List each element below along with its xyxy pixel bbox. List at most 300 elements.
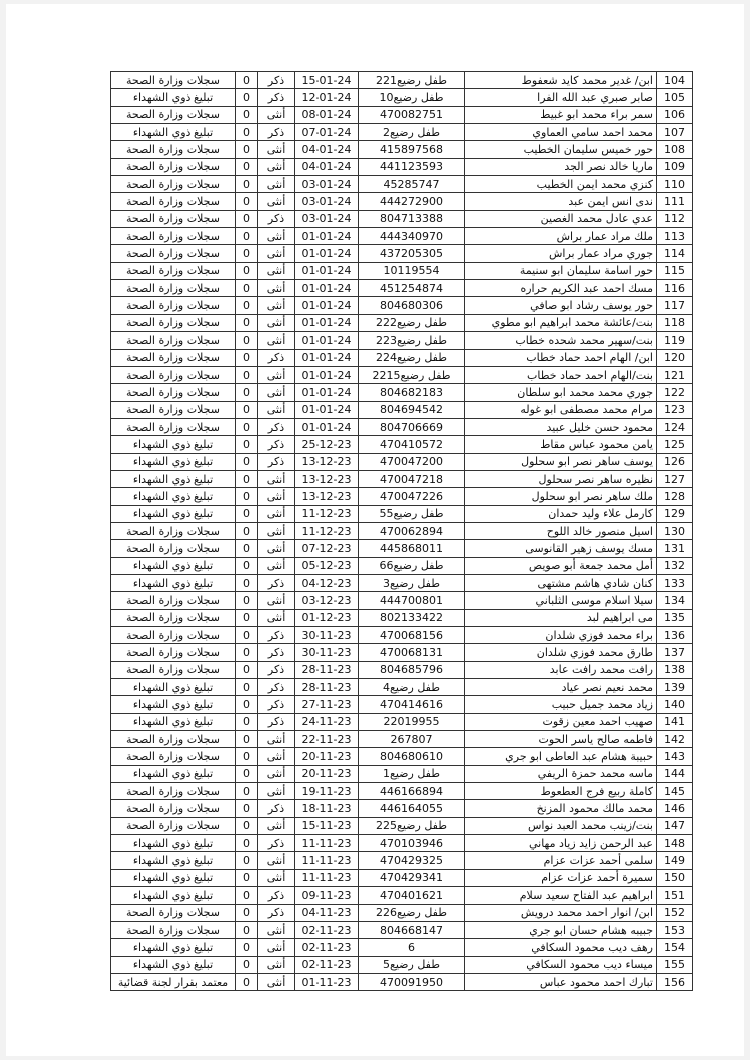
gender-cell: ذكر xyxy=(258,696,295,713)
count-cell: 0 xyxy=(236,418,258,435)
date-cell: 28-11-23 xyxy=(295,661,359,678)
count-cell: 0 xyxy=(236,627,258,644)
table-row xyxy=(111,592,693,609)
table-row xyxy=(111,366,693,383)
gender-cell: أنثى xyxy=(258,228,295,245)
date-cell: 02-11-23 xyxy=(295,939,359,956)
row-number-cell: 144 xyxy=(657,765,693,782)
name-cell: تبارك احمد محمود عباس xyxy=(465,973,657,990)
source-cell: تبليغ ذوي الشهداء xyxy=(111,557,236,574)
source-cell: تبليغ ذوي الشهداء xyxy=(111,453,236,470)
source-cell: سجلات وزارة الصحة xyxy=(111,609,236,626)
name-cell: سمر براء محمد ابو غبيط xyxy=(465,106,657,123)
count-cell: 0 xyxy=(236,731,258,748)
date-cell: 27-11-23 xyxy=(295,696,359,713)
row-number-cell: 104 xyxy=(657,72,693,89)
table-row xyxy=(111,557,693,574)
name-cell: ابن/ غدير محمد كايد شعفوط xyxy=(465,72,657,89)
row-number-cell: 111 xyxy=(657,193,693,210)
count-cell: 0 xyxy=(236,887,258,904)
gender-cell: أنثى xyxy=(258,262,295,279)
source-cell: تبليغ ذوي الشهداء xyxy=(111,835,236,852)
gender-cell: أنثى xyxy=(258,852,295,869)
table-row xyxy=(111,609,693,626)
source-cell: تبليغ ذوي الشهداء xyxy=(111,696,236,713)
gender-cell: أنثى xyxy=(258,748,295,765)
date-cell: 01-01-24 xyxy=(295,366,359,383)
id-cell: 470410572 xyxy=(359,436,465,453)
name-cell: جبيبه هشام حسان ابو جري xyxy=(465,921,657,938)
id-cell: 470429325 xyxy=(359,852,465,869)
count-cell: 0 xyxy=(236,574,258,591)
id-cell: 470401621 xyxy=(359,887,465,904)
date-cell: 01-01-24 xyxy=(295,349,359,366)
id-cell: 804682183 xyxy=(359,384,465,401)
date-cell: 28-11-23 xyxy=(295,679,359,696)
count-cell: 0 xyxy=(236,384,258,401)
table-row xyxy=(111,124,693,141)
count-cell: 0 xyxy=(236,956,258,973)
table-row xyxy=(111,522,693,539)
gender-cell: أنثى xyxy=(258,176,295,193)
id-cell: طفل رضيع2 xyxy=(359,124,465,141)
gender-cell: ذكر xyxy=(258,644,295,661)
date-cell: 25-12-23 xyxy=(295,436,359,453)
count-cell: 0 xyxy=(236,262,258,279)
date-cell: 12-01-24 xyxy=(295,89,359,106)
gender-cell: أنثى xyxy=(258,731,295,748)
row-number-cell: 142 xyxy=(657,731,693,748)
date-cell: 01-01-24 xyxy=(295,262,359,279)
table-row xyxy=(111,470,693,487)
name-cell: ابراهيم عبد الفتاح سعيد سلام xyxy=(465,887,657,904)
gender-cell: أنثى xyxy=(258,956,295,973)
date-cell: 03-01-24 xyxy=(295,193,359,210)
id-cell: 470103946 xyxy=(359,835,465,852)
table-row xyxy=(111,505,693,522)
table-row xyxy=(111,297,693,314)
name-cell: يوسف ساهر نصر ابو سحلول xyxy=(465,453,657,470)
count-cell: 0 xyxy=(236,297,258,314)
name-cell: بنت/عائشة محمد ابراهيم ابو مطوي xyxy=(465,314,657,331)
name-cell: كاملة ربيع فرج العطعوط xyxy=(465,783,657,800)
source-cell: سجلات وزارة الصحة xyxy=(111,262,236,279)
count-cell: 0 xyxy=(236,176,258,193)
date-cell: 13-12-23 xyxy=(295,470,359,487)
date-cell: 04-01-24 xyxy=(295,158,359,175)
id-cell: 470082751 xyxy=(359,106,465,123)
id-cell: 470062894 xyxy=(359,522,465,539)
table-row xyxy=(111,679,693,696)
date-cell: 03-01-24 xyxy=(295,176,359,193)
source-cell: تبليغ ذوي الشهداء xyxy=(111,939,236,956)
gender-cell: أنثى xyxy=(258,193,295,210)
source-cell: معتمد بقرار لجنة قضائية xyxy=(111,973,236,990)
table-row xyxy=(111,574,693,591)
id-cell: 470068131 xyxy=(359,644,465,661)
count-cell: 0 xyxy=(236,609,258,626)
name-cell: براء محمد فوزي شلدان xyxy=(465,627,657,644)
gender-cell: أنثى xyxy=(258,488,295,505)
name-cell: بنت/سهير محمد شحده خطاب xyxy=(465,332,657,349)
row-number-cell: 117 xyxy=(657,297,693,314)
row-number-cell: 146 xyxy=(657,800,693,817)
count-cell: 0 xyxy=(236,106,258,123)
count-cell: 0 xyxy=(236,124,258,141)
name-cell: مرام محمد مصطفى ابو غوله xyxy=(465,401,657,418)
row-number-cell: 153 xyxy=(657,921,693,938)
date-cell: 08-01-24 xyxy=(295,106,359,123)
gender-cell: أنثى xyxy=(258,470,295,487)
count-cell: 0 xyxy=(236,921,258,938)
gender-cell: أنثى xyxy=(258,869,295,886)
row-number-cell: 156 xyxy=(657,973,693,990)
row-number-cell: 150 xyxy=(657,869,693,886)
name-cell: سلمى أحمد عزات عزام xyxy=(465,852,657,869)
date-cell: 19-11-23 xyxy=(295,783,359,800)
name-cell: كنان شادي هاشم مشتهى xyxy=(465,574,657,591)
name-cell: أمل محمد جمعة أبو صويص xyxy=(465,557,657,574)
row-number-cell: 148 xyxy=(657,835,693,852)
id-cell: 441123593 xyxy=(359,158,465,175)
id-cell: طفل رضيع2215 xyxy=(359,366,465,383)
gender-cell: أنثى xyxy=(258,332,295,349)
row-number-cell: 143 xyxy=(657,748,693,765)
source-cell: تبليغ ذوي الشهداء xyxy=(111,436,236,453)
gender-cell: ذكر xyxy=(258,800,295,817)
table-row xyxy=(111,644,693,661)
gender-cell: ذكر xyxy=(258,679,295,696)
date-cell: 22-11-23 xyxy=(295,731,359,748)
row-number-cell: 135 xyxy=(657,609,693,626)
id-cell: 470047218 xyxy=(359,470,465,487)
table-row xyxy=(111,731,693,748)
source-cell: سجلات وزارة الصحة xyxy=(111,332,236,349)
row-number-cell: 106 xyxy=(657,106,693,123)
count-cell: 0 xyxy=(236,661,258,678)
source-cell: سجلات وزارة الصحة xyxy=(111,314,236,331)
name-cell: رافت محمد رافت عابد xyxy=(465,661,657,678)
name-cell: محمد مالك محمود المزنخ xyxy=(465,800,657,817)
table-row xyxy=(111,176,693,193)
id-cell: 446164055 xyxy=(359,800,465,817)
gender-cell: ذكر xyxy=(258,72,295,89)
table-row xyxy=(111,332,693,349)
row-number-cell: 122 xyxy=(657,384,693,401)
table-row xyxy=(111,904,693,921)
table-row xyxy=(111,956,693,973)
gender-cell: أنثى xyxy=(258,366,295,383)
date-cell: 09-11-23 xyxy=(295,887,359,904)
row-number-cell: 105 xyxy=(657,89,693,106)
source-cell: تبليغ ذوي الشهداء xyxy=(111,488,236,505)
id-cell: 804694542 xyxy=(359,401,465,418)
gender-cell: ذكر xyxy=(258,627,295,644)
row-number-cell: 151 xyxy=(657,887,693,904)
gender-cell: أنثى xyxy=(258,401,295,418)
count-cell: 0 xyxy=(236,158,258,175)
count-cell: 0 xyxy=(236,332,258,349)
date-cell: 04-11-23 xyxy=(295,904,359,921)
gender-cell: ذكر xyxy=(258,453,295,470)
count-cell: 0 xyxy=(236,679,258,696)
table-row xyxy=(111,765,693,782)
row-number-cell: 126 xyxy=(657,453,693,470)
name-cell: ملك ساهر نصر ابو سحلول xyxy=(465,488,657,505)
count-cell: 0 xyxy=(236,245,258,262)
table-row xyxy=(111,314,693,331)
table-row xyxy=(111,627,693,644)
gender-cell: أنثى xyxy=(258,939,295,956)
source-cell: سجلات وزارة الصحة xyxy=(111,401,236,418)
row-number-cell: 155 xyxy=(657,956,693,973)
source-cell: تبليغ ذوي الشهداء xyxy=(111,852,236,869)
table-row xyxy=(111,106,693,123)
source-cell: سجلات وزارة الصحة xyxy=(111,627,236,644)
name-cell: جوري محمد محمد ابو سلطان xyxy=(465,384,657,401)
date-cell: 01-01-24 xyxy=(295,228,359,245)
source-cell: سجلات وزارة الصحة xyxy=(111,817,236,834)
date-cell: 11-12-23 xyxy=(295,505,359,522)
date-cell: 24-11-23 xyxy=(295,713,359,730)
name-cell: عبد الرحمن زايد زياد مهاني xyxy=(465,835,657,852)
gender-cell: ذكر xyxy=(258,887,295,904)
gender-cell: أنثى xyxy=(258,141,295,158)
gender-cell: ذكر xyxy=(258,210,295,227)
table-row xyxy=(111,453,693,470)
row-number-cell: 137 xyxy=(657,644,693,661)
date-cell: 05-12-23 xyxy=(295,557,359,574)
name-cell: بنت/زينب محمد العبد نواس xyxy=(465,817,657,834)
table-row xyxy=(111,783,693,800)
id-cell: طفل رضيع225 xyxy=(359,817,465,834)
source-cell: سجلات وزارة الصحة xyxy=(111,366,236,383)
id-cell: 437205305 xyxy=(359,245,465,262)
name-cell: حور يوسف رشاد ابو صافي xyxy=(465,297,657,314)
source-cell: سجلات وزارة الصحة xyxy=(111,661,236,678)
name-cell: محمد احمد سامي العماوي xyxy=(465,124,657,141)
id-cell: 446166894 xyxy=(359,783,465,800)
gender-cell: أنثى xyxy=(258,384,295,401)
count-cell: 0 xyxy=(236,852,258,869)
id-cell: 444700801 xyxy=(359,592,465,609)
count-cell: 0 xyxy=(236,817,258,834)
date-cell: 20-11-23 xyxy=(295,748,359,765)
row-number-cell: 113 xyxy=(657,228,693,245)
row-number-cell: 152 xyxy=(657,904,693,921)
table-row xyxy=(111,835,693,852)
name-cell: محمد نعيم نصر عياد xyxy=(465,679,657,696)
gender-cell: ذكر xyxy=(258,713,295,730)
name-cell: رهف ديب محمود السكافي xyxy=(465,939,657,956)
source-cell: سجلات وزارة الصحة xyxy=(111,245,236,262)
row-number-cell: 154 xyxy=(657,939,693,956)
name-cell: ملك مراد عمار براش xyxy=(465,228,657,245)
id-cell: طفل رضيع226 xyxy=(359,904,465,921)
count-cell: 0 xyxy=(236,453,258,470)
id-cell: 470047226 xyxy=(359,488,465,505)
row-number-cell: 136 xyxy=(657,627,693,644)
name-cell: صهيب احمد معين زقوت xyxy=(465,713,657,730)
id-cell: طفل رضيع10 xyxy=(359,89,465,106)
count-cell: 0 xyxy=(236,765,258,782)
table-row xyxy=(111,713,693,730)
count-cell: 0 xyxy=(236,401,258,418)
id-cell: 6 xyxy=(359,939,465,956)
count-cell: 0 xyxy=(236,505,258,522)
table-row xyxy=(111,193,693,210)
source-cell: سجلات وزارة الصحة xyxy=(111,193,236,210)
name-cell: مسك يوسف زهير القانوسى xyxy=(465,540,657,557)
table-row xyxy=(111,661,693,678)
table-row xyxy=(111,262,693,279)
name-cell: صابر صبري عبد الله الفرا xyxy=(465,89,657,106)
source-cell: سجلات وزارة الصحة xyxy=(111,141,236,158)
row-number-cell: 132 xyxy=(657,557,693,574)
date-cell: 11-11-23 xyxy=(295,835,359,852)
date-cell: 01-01-24 xyxy=(295,245,359,262)
id-cell: طفل رضيع1 xyxy=(359,765,465,782)
source-cell: تبليغ ذوي الشهداء xyxy=(111,679,236,696)
name-cell: اسيل منصور خالد اللوح xyxy=(465,522,657,539)
gender-cell: ذكر xyxy=(258,418,295,435)
name-cell: ابن/ انوار احمد محمد درويش xyxy=(465,904,657,921)
name-cell: نظيره ساهر نصر سحلول xyxy=(465,470,657,487)
name-cell: فاطمه صالح ياسر الحوت xyxy=(465,731,657,748)
source-cell: سجلات وزارة الصحة xyxy=(111,748,236,765)
id-cell: طفل رضيع55 xyxy=(359,505,465,522)
records-table-body xyxy=(111,72,693,991)
source-cell: تبليغ ذوي الشهداء xyxy=(111,124,236,141)
row-number-cell: 124 xyxy=(657,418,693,435)
source-cell: تبليغ ذوي الشهداء xyxy=(111,956,236,973)
row-number-cell: 129 xyxy=(657,505,693,522)
gender-cell: أنثى xyxy=(258,557,295,574)
source-cell: سجلات وزارة الصحة xyxy=(111,228,236,245)
row-number-cell: 131 xyxy=(657,540,693,557)
gender-cell: أنثى xyxy=(258,540,295,557)
row-number-cell: 109 xyxy=(657,158,693,175)
row-number-cell: 140 xyxy=(657,696,693,713)
date-cell: 01-12-23 xyxy=(295,609,359,626)
gender-cell: أنثى xyxy=(258,609,295,626)
id-cell: طفل رضيع5 xyxy=(359,956,465,973)
row-number-cell: 130 xyxy=(657,522,693,539)
id-cell: طفل رضيع222 xyxy=(359,314,465,331)
table-row xyxy=(111,141,693,158)
date-cell: 01-01-24 xyxy=(295,332,359,349)
name-cell: كارمل علاء وليد حمدان xyxy=(465,505,657,522)
id-cell: 804706669 xyxy=(359,418,465,435)
date-cell: 20-11-23 xyxy=(295,765,359,782)
name-cell: ماسه محمد حمزة الريفي xyxy=(465,765,657,782)
source-cell: سجلات وزارة الصحة xyxy=(111,297,236,314)
table-row xyxy=(111,384,693,401)
date-cell: 04-12-23 xyxy=(295,574,359,591)
date-cell: 15-11-23 xyxy=(295,817,359,834)
source-cell: تبليغ ذوي الشهداء xyxy=(111,765,236,782)
date-cell: 01-01-24 xyxy=(295,384,359,401)
name-cell: جوري مراد عمار براش xyxy=(465,245,657,262)
gender-cell: أنثى xyxy=(258,817,295,834)
source-cell: سجلات وزارة الصحة xyxy=(111,731,236,748)
table-row xyxy=(111,817,693,834)
gender-cell: ذكر xyxy=(258,835,295,852)
date-cell: 13-12-23 xyxy=(295,488,359,505)
gender-cell: أنثى xyxy=(258,280,295,297)
row-number-cell: 139 xyxy=(657,679,693,696)
row-number-cell: 149 xyxy=(657,852,693,869)
source-cell: سجلات وزارة الصحة xyxy=(111,106,236,123)
count-cell: 0 xyxy=(236,314,258,331)
source-cell: سجلات وزارة الصحة xyxy=(111,800,236,817)
name-cell: ندى انس ايمن عبد xyxy=(465,193,657,210)
source-cell: سجلات وزارة الصحة xyxy=(111,540,236,557)
source-cell: تبليغ ذوي الشهداء xyxy=(111,505,236,522)
count-cell: 0 xyxy=(236,470,258,487)
table-row xyxy=(111,921,693,938)
id-cell: 451254874 xyxy=(359,280,465,297)
date-cell: 01-01-24 xyxy=(295,297,359,314)
table-row xyxy=(111,72,693,89)
count-cell: 0 xyxy=(236,800,258,817)
table-row xyxy=(111,852,693,869)
id-cell: 470414616 xyxy=(359,696,465,713)
id-cell: 267807 xyxy=(359,731,465,748)
gender-cell: أنثى xyxy=(258,245,295,262)
name-cell: ماريا خالد نصر الجد xyxy=(465,158,657,175)
count-cell: 0 xyxy=(236,904,258,921)
count-cell: 0 xyxy=(236,522,258,539)
date-cell: 02-11-23 xyxy=(295,956,359,973)
count-cell: 0 xyxy=(236,973,258,990)
name-cell: طارق محمد فوزي شلدان xyxy=(465,644,657,661)
source-cell: سجلات وزارة الصحة xyxy=(111,384,236,401)
row-number-cell: 108 xyxy=(657,141,693,158)
count-cell: 0 xyxy=(236,696,258,713)
count-cell: 0 xyxy=(236,72,258,89)
row-number-cell: 145 xyxy=(657,783,693,800)
date-cell: 01-01-24 xyxy=(295,401,359,418)
gender-cell: أنثى xyxy=(258,314,295,331)
row-number-cell: 114 xyxy=(657,245,693,262)
gender-cell: ذكر xyxy=(258,89,295,106)
source-cell: سجلات وزارة الصحة xyxy=(111,783,236,800)
name-cell: كنزي محمد ايمن الخطيب xyxy=(465,176,657,193)
source-cell: تبليغ ذوي الشهداء xyxy=(111,887,236,904)
id-cell: 444272900 xyxy=(359,193,465,210)
name-cell: بنت/الهام احمد حماد خطاب xyxy=(465,366,657,383)
table-row xyxy=(111,89,693,106)
gender-cell: أنثى xyxy=(258,106,295,123)
date-cell: 03-12-23 xyxy=(295,592,359,609)
date-cell: 11-11-23 xyxy=(295,852,359,869)
row-number-cell: 125 xyxy=(657,436,693,453)
row-number-cell: 127 xyxy=(657,470,693,487)
id-cell: 802133422 xyxy=(359,609,465,626)
count-cell: 0 xyxy=(236,748,258,765)
source-cell: سجلات وزارة الصحة xyxy=(111,176,236,193)
count-cell: 0 xyxy=(236,280,258,297)
id-cell: 804713388 xyxy=(359,210,465,227)
date-cell: 18-11-23 xyxy=(295,800,359,817)
gender-cell: أنثى xyxy=(258,158,295,175)
id-cell: 10119554 xyxy=(359,262,465,279)
name-cell: ابن/ الهام احمد حماد خطاب xyxy=(465,349,657,366)
id-cell: 45285747 xyxy=(359,176,465,193)
row-number-cell: 123 xyxy=(657,401,693,418)
count-cell: 0 xyxy=(236,228,258,245)
